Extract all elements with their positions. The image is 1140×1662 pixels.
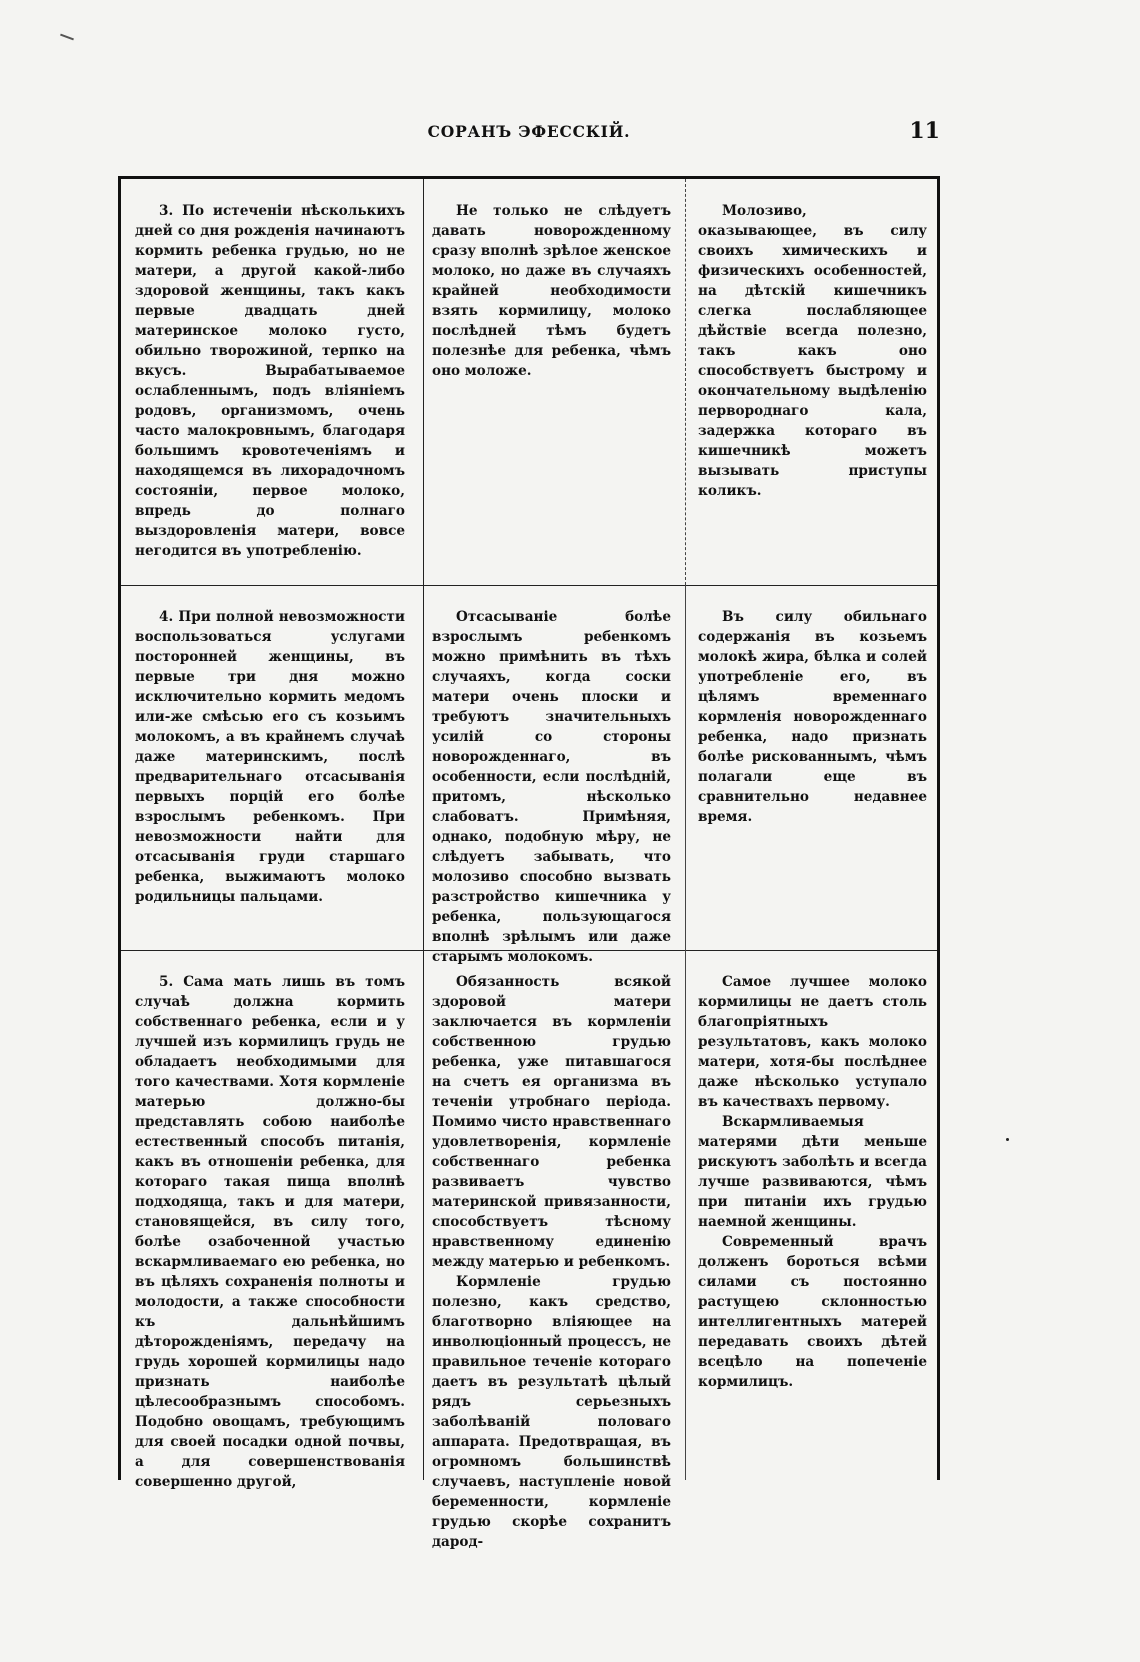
- paragraph: Обязанность всякой здоровой матери заключается въ кормленіи собственною грудью ребенка, уже питавшагося на счетъ ея организма въ теченіи утробнаго періода. Помимо чисто нравственнаго удовлетворенія, кормленіе собственнаго ребенка развиваетъ чувство материнской привязанности, способствуетъ тѣсному нравственному единенію между матерью и ребенкомъ.: [432, 974, 671, 1270]
- paragraph: 3. По истеченіи нѣсколькихъ дней со дня рожденія начинаютъ кормить ребенка грудью, но не матери, а другой какой-либо здоровой женщины, такъ какъ первые двадцать дней материнское молоко густо, обильно творожиной, терпко на вкусъ. Вырабатываемое ослабленнымъ, подъ вліяніемъ родовъ, организмомъ, очень часто малокровнымъ, благодаря большимъ кровотеченіямъ и находящемся въ лихорадочномъ состояніи, первое молоко, впредь до полнаго выздоровленія матери, вовсе негодится въ употребленію.: [135, 203, 405, 559]
- paragraph: Кормленіе грудью полезно, какъ средство, благотворно вліяющее на инволюціонный процессъ, не правильное теченіе котораго даетъ въ результатѣ цѣлый рядъ серьезныхъ заболѣваній половаго аппарата. Предотвращая, въ огромномъ большинствѣ случаевъ, наступленіе новой беременности, кормленіе грудью скорѣе сохранитъ дарод-: [432, 1274, 671, 1550]
- table-row: [121, 179, 937, 586]
- table-cell-col1: [121, 179, 424, 585]
- scan-artifact-dot: [1006, 1138, 1009, 1141]
- three-column-table: [118, 176, 940, 1550]
- table-cell-col3: [686, 950, 937, 1480]
- paragraph: Вскармливаемыя матерями дѣти меньше рискуютъ заболѣть и всегда лучше развиваются, чѣмъ при питаніи ихъ грудью наемной женщины.: [698, 1114, 927, 1230]
- paragraph: Современный врачъ долженъ бороться всѣми силами съ постоянно растущею склонностью интеллигентныхъ матерей передавать своихъ дѣтей всецѣло на попеченіе кормилицъ.: [698, 1234, 927, 1390]
- scan-artifact-mark: [60, 34, 74, 41]
- paragraph: 4. При полной невозможности воспользоваться услугами посторонней женщины, въ первые три дня можно исключительно кормить медомъ или-же смѣсью его съ козьимъ молокомъ, а въ крайнемъ случаѣ даже материнскимъ, послѣ предварительнаго отсасыванія первыхъ порцій его болѣе взрослымъ ребенкомъ. При невозможности найти для отсасыванія груди старшаго ребенка, выжимаютъ молоко родильницы пальцами.: [135, 609, 405, 905]
- table-cell-col2: [424, 179, 686, 585]
- table-cell-col3: [686, 585, 937, 950]
- page-header: [118, 118, 940, 148]
- paragraph: Въ силу обильнаго содержанія въ козьемъ молокѣ жира, бѣлка и солей употребленіе его, въ цѣлямъ временнаго кормленія новорожденнаго ребенка, надо признать болѣе рискованнымъ, чѣмъ полагали еще въ сравнительно недавнее время.: [698, 609, 927, 825]
- table-cell-col2: [424, 585, 686, 965]
- paragraph: Отсасываніе болѣе взрослымъ ребенкомъ можно примѣнить въ тѣхъ случаяхъ, когда соски матери очень плоски и требуютъ значительныхъ усилій со стороны новорожденнаго, въ особенности, если послѣдній, притомъ, нѣсколько слабоватъ. Примѣняя, однако, подобную мѣру, не слѣдуетъ забывать, что молозиво способно вызвать разстройство кишечника у ребенка, пользующагося вполнѣ зрѣлымъ или даже старымъ молокомъ.: [432, 609, 671, 965]
- table-row: [121, 585, 937, 965]
- table-row: [121, 950, 937, 1550]
- page-number: 11: [909, 118, 940, 144]
- running-title: СОРАНЪ ЭФЕССКІЙ.: [427, 122, 631, 141]
- paragraph: Не только не слѣдуетъ давать новорожденному сразу вполнѣ зрѣлое женское молоко, но даже въ случаяхъ крайней необходимости взять кормилицу, молоко послѣдней тѣмъ будетъ полезнѣе для ребенка, чѣмъ оно моложе.: [432, 203, 671, 379]
- paragraph: Молозиво, оказывающее, въ силу своихъ химическихъ и физическихъ особенностей, на дѣтскій кишечникъ слегка послабляющее дѣйствіе всегда полезно, такъ какъ оно способствуетъ быстрому и окончательному выдѣленію первороднаго кала, задержка котораго въ кишечникѣ можетъ вызывать приступы коликъ.: [698, 203, 927, 499]
- table-cell-col1: [121, 950, 424, 1490]
- table-cell-col2: [424, 950, 686, 1550]
- table-cell-col3: [686, 179, 937, 585]
- table-cell-col1: [121, 585, 424, 950]
- paragraph: 5. Сама мать лишь въ томъ случаѣ должна кормить собственнаго ребенка, если и у лучшей изъ кормилицъ грудь не обладаетъ необходимыми для того качествами. Хотя кормленіе матерью должно-бы представлять собою наиболѣе естественный способъ питанія, какъ въ отношеніи ребенка, для котораго такая пища вполнѣ подходяща, такъ и для матери, становящейся, въ силу того, болѣе озабоченной участью вскармливаемаго ею ребенка, но въ цѣляхъ сохраненія полноты и молодости, а также способности къ дальнѣйшимъ дѣторожденіямъ, передачу на грудь хорошей кормилицы надо признать наиболѣе цѣлесообразнымъ способомъ. Подобно овощамъ, требующимъ для своей посадки одной почвы, а для совершенствованія совершенно другой,: [135, 974, 405, 1490]
- paragraph: Самое лучшее молоко кормилицы не даетъ столь благопріятныхъ результатовъ, какъ молоко матери, хотя-бы послѣднее даже нѣсколько уступало въ качествахъ первому.: [698, 974, 927, 1110]
